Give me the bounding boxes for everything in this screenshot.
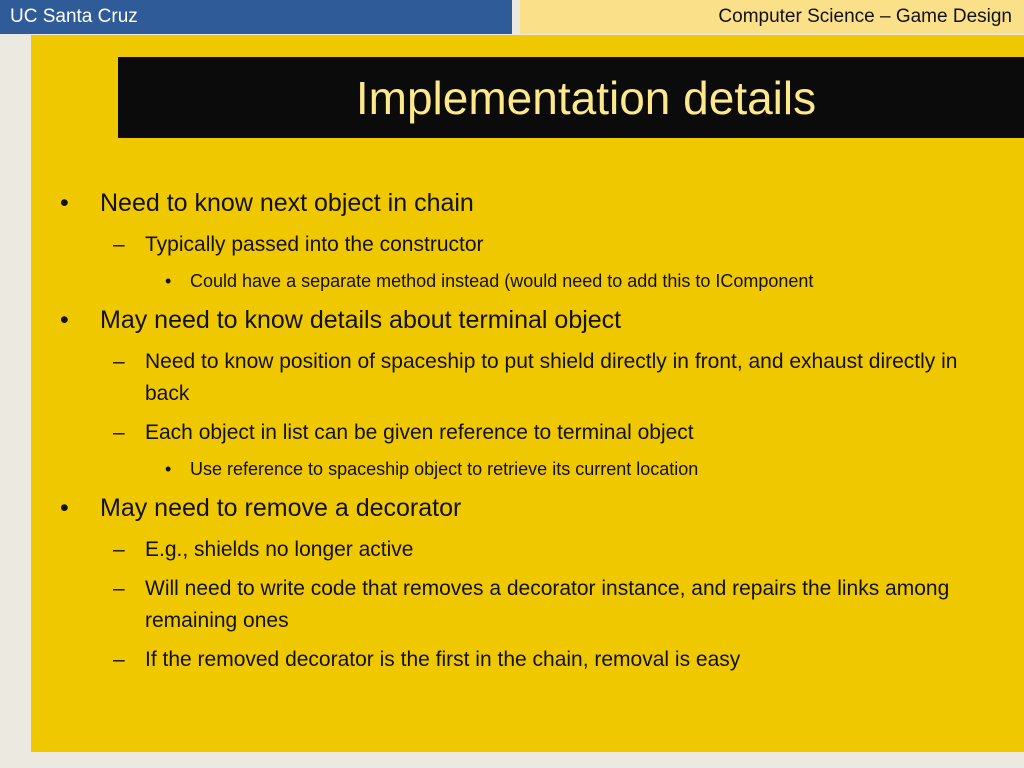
bullet-text: E.g., shields no longer active: [145, 538, 414, 561]
bullet-text: Each object in list can be given reference to terminal object: [145, 421, 694, 444]
bullet-item: [58, 534, 978, 566]
bullet-marker: –: [113, 648, 125, 671]
bullet-text: Need to know position of spaceship to put shield directly in front, and exhaust directly in back: [145, 350, 958, 405]
bullet-text: May need to know details about terminal object: [100, 306, 622, 334]
bullet-text: If the removed decorator is the first in the chain, removal is easy: [145, 648, 741, 671]
bullet-item: [58, 644, 978, 676]
bullet-item: [58, 186, 978, 220]
bullet-text: Need to know next object in chain: [100, 189, 474, 217]
bullet-marker: –: [113, 350, 125, 373]
bullet-text: Typically passed into the constructor: [145, 233, 484, 256]
bullet-marker: •: [165, 271, 172, 291]
slide-title: Implementation details: [355, 72, 817, 124]
title-box: [118, 57, 1024, 138]
bullet-marker: –: [113, 577, 125, 600]
bullet-item: [58, 346, 978, 410]
header-left-text: UC Santa Cruz: [10, 6, 138, 27]
bullet-marker: •: [60, 306, 69, 334]
header-right: [520, 0, 1024, 34]
bullet-marker: •: [60, 494, 69, 522]
bullet-item: [58, 491, 978, 525]
bullet-item: [58, 229, 978, 261]
bullet-text: Use reference to spaceship object to retrieve its current location: [190, 459, 699, 479]
bullet-marker: •: [165, 459, 172, 479]
bullet-marker: –: [113, 421, 125, 444]
bullet-item: [58, 573, 978, 637]
bullet-marker: –: [113, 538, 125, 561]
header-right-text: Computer Science – Game Design: [718, 6, 1012, 27]
bullet-marker: •: [60, 189, 69, 217]
header-left: [0, 0, 512, 34]
bullet-list: [58, 186, 978, 683]
bullet-text: Will need to write code that removes a decorator instance, and repairs the links among remaining ones: [145, 577, 950, 632]
bullet-item: [58, 303, 978, 337]
bullet-item: [58, 268, 978, 295]
bullet-item: [58, 456, 978, 483]
bullet-marker: –: [113, 233, 125, 256]
bullet-item: [58, 417, 978, 449]
bullet-text: Could have a separate method instead (would need to add this to IComponent: [190, 271, 814, 291]
bullet-text: May need to remove a decorator: [100, 494, 462, 522]
